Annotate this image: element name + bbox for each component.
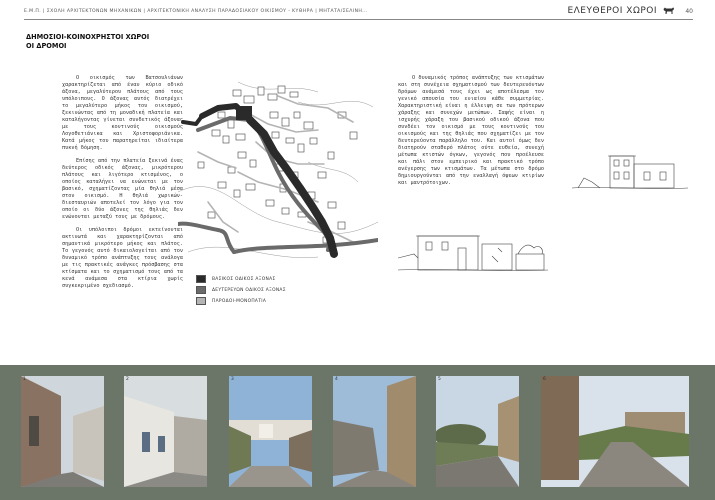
- photo-number: 4: [335, 377, 338, 382]
- main-square: [236, 106, 252, 120]
- legend-label: ΒΑΣΙΚΟΣ ΟΔΙΚΟΣ ΑΞΟΝΑΣ: [212, 276, 276, 282]
- street-photo: [21, 376, 104, 487]
- goat-icon: [662, 6, 675, 15]
- street-photo: [436, 376, 519, 487]
- map-legend: [196, 275, 286, 308]
- legend-label: ΔΕΥΤΕΡΕΥΩΝ ΟΔΙΚΟΣ ΑΞΟΝΑΣ: [212, 287, 286, 293]
- building-sketch-right: [572, 148, 688, 194]
- paragraph: Ο οικισμός των Βατσουλιάνων χαρακτηρίζεται από έναν κύριο οδικό άξονα, μεγαλύτερου πλάτους από τους υπόλοιπους. Ο άξονας αυτός διατρέχει το μεγαλύτερο μήκος του οικισμού, ξεκινώντας από τη μοναδική πλατεία και καταλήγοντας γίνεται συνδετικός άξονας με τους κοντινούς οικισμούς Λογοθετιάνικα και Χριστοφοριάνικα. Κατά μήκος του παρατηρείται ιδιαίτερα πυκνή δόμηση.: [62, 75, 183, 151]
- street-photo: [124, 376, 207, 487]
- legend-label: ΠΑΡΟΔΟΙ-ΜΟΝΟΠΑΤΙΑ: [212, 298, 267, 304]
- street-photo: [333, 376, 416, 487]
- header-breadcrumb: Ε.Μ.Π. | ΣΧΟΛΗ ΑΡΧΙΤΕΚΤΟΝΩΝ ΜΗΧΑΝΙΚΩΝ | ΑΡΧΙΤΕΚΤΟΝΙΚΗ ΑΝΑΛΥΣΗ ΠΑΡΑΔΟΣΙΑΚΟΥ ΟΙΚΙΣΜΟΥ - ΚΥΘΗΡΑ | ΜΗΤΑΤΑ/ΣΕΛΙΝΗ...: [24, 9, 368, 14]
- photo-strip: [0, 365, 715, 500]
- text-column-left: [62, 75, 183, 296]
- photo-number: 6: [543, 377, 546, 382]
- legend-item: [196, 286, 286, 294]
- section-title-line1: ΔΗΜΟΣΙΟΙ-ΚΟΙΝΟΧΡΗΣΤΟΙ ΧΩΡΟΙ: [26, 33, 150, 41]
- paragraph: Ο δυναμικός τρόπος ανάπτυξης των κτισμάτων και στη συνέχεια σχηματισμού των δευτερευόντων δρόμων ανάμεσά τους έχει ως αποτέλεσμα τον γενικό απουσία του ενιαίου κάθε συμμετρίας. Χαρακτηριστική είναι η έλλειψη σε των πρότερων χάραξης και συνεχών μετώπων. Σαφής είναι η ισχυρής χάραξη του βασικού οδικού άξονα που συνδέει τον οικισμό με τους κοντινούς του οικισμούς και της θηλιάς που σχηματίζει με τον δευτερεύοντα παράλληλο του. Και αυτοί όμως δεν διατηρούν σταθερό πλάτος ούτε ευθεία, συνεχή μέτωπα κτιστών όγκων, γεγονός που προέλευσε και πάλι στον εμπειρικό και πρακτικό τρόπο ανέγερσης των κτισμάτων. Τα μέτωπα στο δρόμο δημιουργούνται από την εναλλαγή όψεων κτιρίων και μαντρότοιχων.: [398, 75, 544, 186]
- legend-swatch: [196, 275, 206, 283]
- paragraph: Επίσης από την πλατεία ξεκινά ένας δεύτερος οδικός άξονας, μικρότερου πλάτους και λιγότερο κτισμένος, ο οποίος καταλήγει να ενώνεται με τον βασικό, σχηματίζοντας μία θηλιά μέσα στον οικισμό. Η θηλιά χωρικών-διεσταυριών αποτελεί τον λόγο για τον οποίο οι δύο άξονες της θηλιάς δεν ενώνονται μεταξύ τους με δρόμους.: [62, 158, 183, 220]
- page-title: ΕΛΕΥΘΕΡΟΙ ΧΩΡΟΙ: [567, 6, 657, 16]
- section-title: [26, 33, 149, 51]
- street-photo: [229, 376, 312, 487]
- legend-swatch: [196, 286, 206, 294]
- road-network-map: [178, 72, 378, 272]
- header-divider: [24, 19, 693, 20]
- legend-item: [196, 275, 286, 283]
- photo-number: 1: [23, 377, 26, 382]
- text-column-right: [398, 75, 544, 193]
- photo-1: [21, 376, 104, 487]
- section-title-line2: ΟΙ ΔΡΟΜΟΙ: [26, 42, 67, 50]
- page-number: 40: [685, 8, 693, 15]
- photo-number: 3: [231, 377, 234, 382]
- photo-2: [124, 376, 207, 487]
- street-photo: [541, 376, 689, 487]
- street-elevation-sketch: [398, 218, 548, 276]
- photo-number: 2: [126, 377, 129, 382]
- photo-6: [541, 376, 689, 487]
- photo-number: 5: [438, 377, 441, 382]
- photo-5: [436, 376, 519, 487]
- legend-item: [196, 297, 286, 305]
- legend-swatch: [196, 297, 206, 305]
- paragraph: Οι υπόλοιποι δρόμοι εκτείνονται ακτινωτά και χαρακτηρίζονται από σημαντικά μικρότερο μήκος και πλάτος. Το γεγονός αυτό δικαιολογείται από τον δυναμικό τρόπο ανάπτυξης τους ανάλογα με τις πρακτικές ανάγκες πρόσβασης στα κτίσματα και το σχηματισμό τους από τα κενά ανάμεσα στα κτίρια χωρίς συγκεκριμένο σχεδιασμό.: [62, 227, 183, 289]
- photo-4: [333, 376, 416, 487]
- photo-3: [229, 376, 312, 487]
